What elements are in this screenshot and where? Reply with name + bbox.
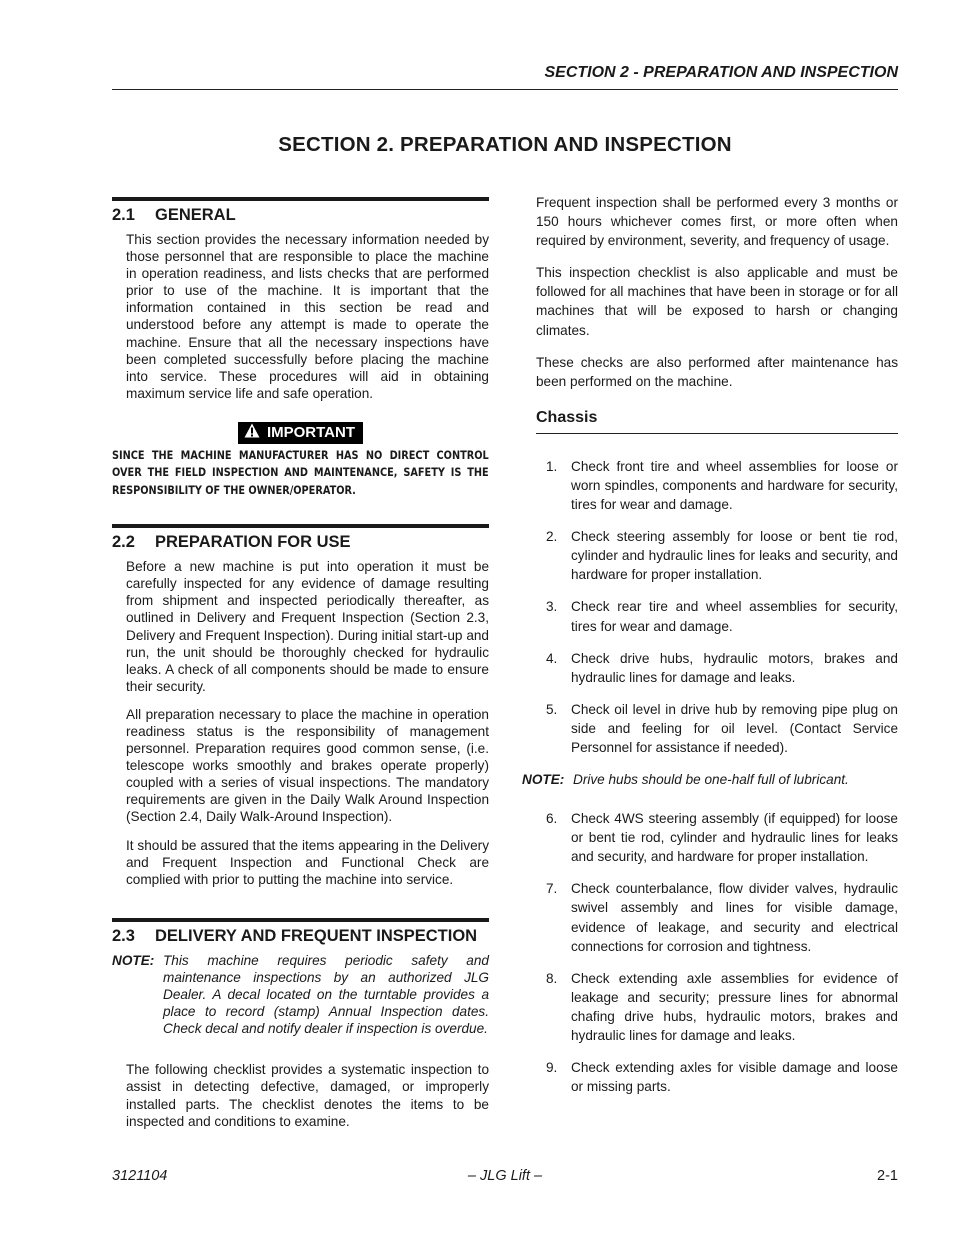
header-rule — [112, 89, 898, 90]
list-item — [536, 597, 898, 635]
item-number: 9. — [546, 1060, 558, 1076]
footer-doc-number: 3121104 — [112, 1168, 168, 1184]
footer-page-number: 2-1 — [877, 1168, 898, 1184]
item-text: Check 4WS steering assembly (if equipped) for loose or bent tie rod, cylinder and hydraulic lines for leaks and security, and hardware for proper installation. — [571, 811, 898, 865]
list-item — [536, 1058, 898, 1096]
list-item — [536, 457, 898, 514]
preparation-paragraph: Before a new machine is put into operation it must be carefully inspected for any evidence of damage resulting from shipment and inspected periodically thereafter, as outlined in Delivery and Frequent Inspection (Section 2.3, Delivery and Frequent Inspection). During initial start-up and run, the unit should be thoroughly checked for hydraulic leaks. A check of all components should be made to ensure their security. — [126, 559, 489, 694]
note-label: NOTE: — [112, 952, 155, 968]
section-title: GENERAL — [155, 206, 236, 224]
item-number: 6. — [546, 811, 558, 827]
checklist-b — [536, 809, 898, 1096]
general-paragraph: This section provides the necessary information needed by those personnel that are responsible to place the machine in operation readiness, and lists checks that are performed prior to use of the machine. It is important that the information contained in this section be read and understood before any attempt is made to operate the machine. Ensure that all the necessary inspections have been completed successfully before placing the machine into service. These procedures will aid in obtaining maximum service life and safe operation. — [126, 232, 489, 401]
item-text: Check rear tire and wheel assemblies for security, tires for wear and damage. — [571, 599, 898, 634]
delivery-note — [112, 952, 489, 1037]
item-number: 8. — [546, 970, 558, 986]
note-text: This machine requires periodic safety and maintenance inspections by an authorized JLG Dealer. A decal located on the turntable provides a place to record (stamp) Annual Inspection dates. Check decal and notify dealer if inspection is overdue. — [163, 952, 489, 1037]
important-text: SINCE THE MACHINE MANUFACTURER HAS NO DIRECT CONTROL OVER THE FIELD INSPECTION AND MAINTENANCE, SAFETY IS THE RESPONSIBILITY OF THE OWNER/OPERATOR. — [112, 448, 489, 497]
footer-publisher: – JLG Lift – — [467, 1168, 543, 1184]
list-item — [536, 879, 898, 955]
item-number: 5. — [546, 701, 558, 717]
important-callout — [112, 422, 489, 444]
item-number: 4. — [546, 650, 558, 666]
delivery-paragraph: The following checklist provides a systematic inspection to assist in detecting defective, damaged, or improperly installed parts. The checklist denotes the items to be inspected and conditions to examine. — [126, 1062, 489, 1129]
section-rule — [112, 918, 489, 922]
item-text: Check front tire and wheel assemblies for loose or worn spindles, components and hardware for security, tires for wear and damage. — [571, 458, 898, 513]
section-rule — [112, 197, 489, 201]
list-item — [536, 527, 898, 584]
maintenance-paragraph: These checks are also performed after maintenance has been performed on the machine. — [536, 354, 898, 389]
section-number: 2.3 — [112, 926, 135, 945]
section-heading-preparation — [112, 533, 489, 552]
item-text: Check extending axle assemblies for evidence of leakage and security; pressure lines for abnormal chafing drive hubs, hydraulic motors, brakes and hydraulic lines for damage and leaks. — [571, 970, 898, 1043]
right-column — [522, 193, 898, 1109]
item-number: 7. — [546, 881, 558, 897]
left-column — [112, 197, 489, 1141]
section-heading-delivery — [112, 927, 489, 946]
important-label: IMPORTANT — [266, 424, 356, 442]
item-number: 1. — [546, 458, 558, 474]
section-heading-general — [112, 206, 489, 225]
checklist-a — [536, 457, 898, 757]
note-label: NOTE: — [522, 772, 565, 788]
item-text: Check counterbalance, flow divider valves, hydraulic swivel assembly and lines for visible damage, evidence of leakage, and security and electrical connections for corrosion and tightness. — [571, 881, 898, 954]
item-number: 3. — [546, 599, 558, 615]
warning-triangle-icon — [244, 423, 260, 442]
item-text: Check extending axles for visible damage and loose or missing parts. — [571, 1060, 898, 1095]
list-item — [536, 969, 898, 1045]
item-text: Check drive hubs, hydraulic motors, brakes and hydraulic lines for damage and leaks. — [571, 650, 898, 685]
preparation-paragraph: All preparation necessary to place the machine in operation readiness status is the responsibility of management personnel. Preparation requires good common sense, (i.e. telescope works smoothly and brakes operate properly) coupled with a series of visual inspections. The mandatory requirements are given in the Daily Walk Around Inspection (Section 2.4, Daily Walk-Around Inspection). — [126, 706, 489, 825]
chassis-heading: Chassis — [536, 408, 598, 426]
important-badge — [238, 422, 363, 444]
applicability-paragraph: This inspection checklist is also applicable and must be followed for all machines that have been in storage or for all machines that will be exposed to harsh or changing climates. — [536, 265, 898, 338]
section-title: DELIVERY AND FREQUENT INSPECTION — [155, 926, 478, 945]
item-number: 2. — [546, 529, 558, 545]
section-number: 2.2 — [112, 533, 135, 552]
page-title: SECTION 2. PREPARATION AND INSPECTION — [278, 133, 732, 156]
note-text: Drive hubs should be one-half full of lubricant. — [573, 772, 849, 788]
lubricant-note — [522, 770, 898, 789]
list-item — [536, 649, 898, 687]
preparation-paragraph: It should be assured that the items appearing in the Delivery and Frequent Inspection and Functional Check are complied with prior to putting the machine into service. — [126, 837, 489, 887]
running-header: SECTION 2 - PREPARATION AND INSPECTION — [544, 64, 898, 81]
list-item — [536, 700, 898, 757]
chassis-rule — [536, 433, 898, 434]
section-rule — [112, 524, 489, 528]
list-item — [536, 809, 898, 866]
frequency-paragraph: Frequent inspection shall be performed every 3 months or 150 hours whichever comes first, or more often when required by environment, severity, and frequency of usage. — [536, 195, 898, 249]
section-number: 2.1 — [112, 206, 135, 224]
section-title: PREPARATION FOR USE — [155, 533, 351, 552]
item-text: Check steering assembly for loose or bent tie rod, cylinder and hydraulic lines for leaks and security, and hardware for proper installation. — [571, 529, 898, 583]
item-text: Check oil level in drive hub by removing pipe plug on side and feeling for oil level. (Contact Service Personnel for assistance if needed). — [571, 701, 898, 755]
